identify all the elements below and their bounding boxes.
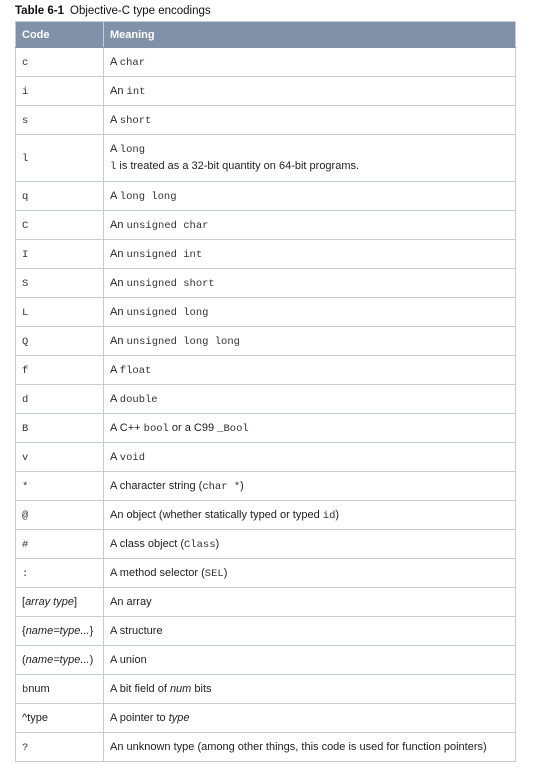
- meaning-text: or a C99: [168, 421, 218, 434]
- meaning-text: An: [110, 247, 127, 260]
- meaning-cell: [104, 48, 516, 77]
- code-value: ^type: [22, 712, 48, 724]
- code-cell: [16, 472, 104, 501]
- code-cell: [16, 501, 104, 530]
- note-code: l: [110, 161, 117, 173]
- meaning-text: ): [335, 508, 340, 521]
- code-cell: [16, 106, 104, 135]
- code-cell: [16, 356, 104, 385]
- table-number: Table 6-1: [15, 5, 64, 17]
- code-value: *: [22, 480, 29, 493]
- code-cell: [16, 414, 104, 443]
- code-value: (: [22, 654, 26, 666]
- code-value: [: [22, 596, 26, 608]
- code-cell: [16, 646, 104, 675]
- meaning-text: A class object (: [110, 537, 184, 550]
- meaning-code: float: [119, 364, 152, 377]
- meaning-cell: [104, 298, 516, 327]
- meaning-text: A method selector (: [110, 566, 205, 579]
- header-meaning: Meaning: [104, 22, 516, 48]
- meaning-code: char *: [202, 480, 241, 493]
- meaning-code: unsigned char: [126, 219, 209, 232]
- meaning-code: int: [126, 85, 146, 98]
- table-row: [16, 385, 516, 414]
- table-caption: [15, 4, 211, 18]
- table-row: [16, 646, 516, 675]
- meaning-code: id: [322, 509, 336, 522]
- meaning-placeholder: num: [169, 683, 192, 695]
- meaning-text: An: [110, 276, 127, 289]
- code-placeholder: name=type...: [25, 654, 90, 666]
- code-value: :: [22, 567, 29, 580]
- code-value: }: [89, 625, 94, 637]
- header-code: Code: [16, 22, 104, 48]
- meaning-cell: [104, 472, 516, 501]
- meaning-text: A: [110, 113, 120, 126]
- meaning-code: SEL: [204, 567, 224, 580]
- meaning-cell: [104, 733, 516, 762]
- code-value: @: [22, 509, 29, 522]
- code-cell: [16, 77, 104, 106]
- meaning-text: A C++: [110, 421, 144, 434]
- code-value: ]: [73, 596, 78, 608]
- meaning-code: long long: [119, 190, 177, 203]
- table-row: [16, 106, 516, 135]
- meaning-text: A: [110, 363, 120, 376]
- meaning-text: ): [223, 566, 228, 579]
- meaning-text: An: [110, 305, 127, 318]
- meaning-text: An object (whether statically typed or typed: [110, 508, 323, 521]
- meaning-text: A: [110, 450, 120, 463]
- meaning-cell: [104, 240, 516, 269]
- table-row: [16, 675, 516, 704]
- code-placeholder: name=type...: [25, 625, 90, 637]
- table-row: [16, 240, 516, 269]
- meaning-code: _Bool: [217, 422, 249, 435]
- meaning-text: A: [110, 55, 120, 68]
- table-row: [16, 48, 516, 77]
- table-row: [16, 414, 516, 443]
- meaning-code: unsigned long long: [126, 335, 240, 348]
- meaning-text: A pointer to: [110, 712, 169, 724]
- meaning-code: char: [119, 56, 146, 69]
- code-value: v: [22, 451, 29, 464]
- code-cell: [16, 704, 104, 733]
- meaning-text: A union: [110, 654, 147, 666]
- code-value: q: [22, 190, 29, 203]
- table-row: [16, 588, 516, 617]
- code-cell: [16, 327, 104, 356]
- code-value: S: [22, 277, 29, 290]
- meaning-text: An unknown type (among other things, this code is used for function pointers): [110, 741, 487, 753]
- code-value: l: [22, 152, 29, 165]
- code-cell: [16, 588, 104, 617]
- code-value: s: [22, 114, 29, 127]
- code-value: I: [22, 248, 29, 261]
- code-cell: [16, 182, 104, 211]
- meaning-code: void: [119, 451, 146, 464]
- meaning-code: bool: [143, 422, 169, 435]
- meaning-cell: [104, 675, 516, 704]
- code-cell: [16, 530, 104, 559]
- meaning-text: A: [110, 143, 120, 155]
- meaning-text: A bit field of: [110, 683, 170, 695]
- table-row: [16, 472, 516, 501]
- meaning-text: An array: [110, 596, 152, 608]
- code-value: f: [22, 364, 29, 377]
- meaning-text: A: [110, 392, 120, 405]
- meaning-cell: [104, 588, 516, 617]
- table-row: [16, 733, 516, 762]
- meaning-code: double: [119, 393, 158, 406]
- table-row: [16, 327, 516, 356]
- code-cell: [16, 298, 104, 327]
- table-row: [16, 356, 516, 385]
- code-cell: [16, 48, 104, 77]
- meaning-code: Class: [183, 538, 216, 551]
- header-row: [16, 22, 516, 48]
- meaning-code: unsigned int: [126, 248, 203, 261]
- code-cell: [16, 559, 104, 588]
- code-placeholder: array type: [25, 596, 74, 608]
- type-encodings-table: [15, 21, 516, 762]
- code-cell: [16, 135, 104, 182]
- code-value: B: [22, 422, 29, 435]
- meaning-cell: [104, 704, 516, 733]
- meaning-cell: [104, 530, 516, 559]
- meaning-text: ): [240, 479, 244, 492]
- code-value: {: [22, 625, 26, 637]
- meaning-cell: [104, 385, 516, 414]
- meaning-cell: [104, 106, 516, 135]
- code-value: b: [22, 683, 29, 696]
- meaning-text: An: [110, 334, 127, 347]
- table-row: [16, 211, 516, 240]
- table-row: [16, 443, 516, 472]
- table-row: [16, 269, 516, 298]
- meaning-text: A: [110, 189, 120, 202]
- meaning-cell: [104, 327, 516, 356]
- meaning-cell: [104, 77, 516, 106]
- meaning-cell: [104, 443, 516, 472]
- meaning-text: An: [110, 218, 127, 231]
- meaning-text: A character string (: [110, 479, 203, 492]
- meaning-code: unsigned short: [126, 277, 215, 290]
- code-value: C: [22, 219, 29, 232]
- meaning-code: short: [119, 114, 152, 127]
- code-value: num: [28, 682, 50, 695]
- meaning-text: ): [215, 537, 220, 550]
- meaning-text: A structure: [110, 625, 163, 637]
- meaning-cell: [104, 501, 516, 530]
- code-cell: [16, 385, 104, 414]
- table-row: [16, 298, 516, 327]
- table-row: [16, 559, 516, 588]
- meaning-cell: [104, 135, 516, 182]
- meaning-cell: [104, 646, 516, 675]
- code-cell: [16, 269, 104, 298]
- meaning-cell: [104, 182, 516, 211]
- code-value: ?: [22, 741, 29, 754]
- code-cell: [16, 617, 104, 646]
- code-value: d: [22, 393, 29, 406]
- table-row: [16, 704, 516, 733]
- table-row: [16, 182, 516, 211]
- meaning-note: [110, 160, 509, 173]
- meaning-cell: [104, 211, 516, 240]
- code-value: c: [22, 56, 29, 69]
- table-row: [16, 617, 516, 646]
- meaning-cell: [104, 269, 516, 298]
- code-cell: [16, 733, 104, 762]
- note-text: is treated as a 32-bit quantity on 64-bit programs.: [116, 160, 360, 172]
- code-cell: [16, 675, 104, 704]
- table-title: Objective-C type encodings: [70, 5, 211, 17]
- table-row: [16, 530, 516, 559]
- code-cell: [16, 240, 104, 269]
- code-value: L: [22, 306, 29, 319]
- meaning-cell: [104, 617, 516, 646]
- code-cell: [16, 211, 104, 240]
- code-value: Q: [22, 335, 29, 348]
- meaning-code: unsigned long: [126, 306, 209, 319]
- table-row: [16, 77, 516, 106]
- meaning-text: bits: [191, 683, 212, 695]
- meaning-text: An: [110, 84, 127, 97]
- code-value: ): [89, 654, 94, 666]
- code-value: #: [22, 538, 29, 551]
- code-value: i: [22, 85, 29, 98]
- table-row: [16, 501, 516, 530]
- meaning-code: long: [119, 144, 146, 156]
- meaning-placeholder: type: [168, 712, 190, 724]
- meaning-cell: [104, 414, 516, 443]
- meaning-cell: [104, 559, 516, 588]
- code-cell: [16, 443, 104, 472]
- meaning-cell: [104, 356, 516, 385]
- table-row: [16, 135, 516, 182]
